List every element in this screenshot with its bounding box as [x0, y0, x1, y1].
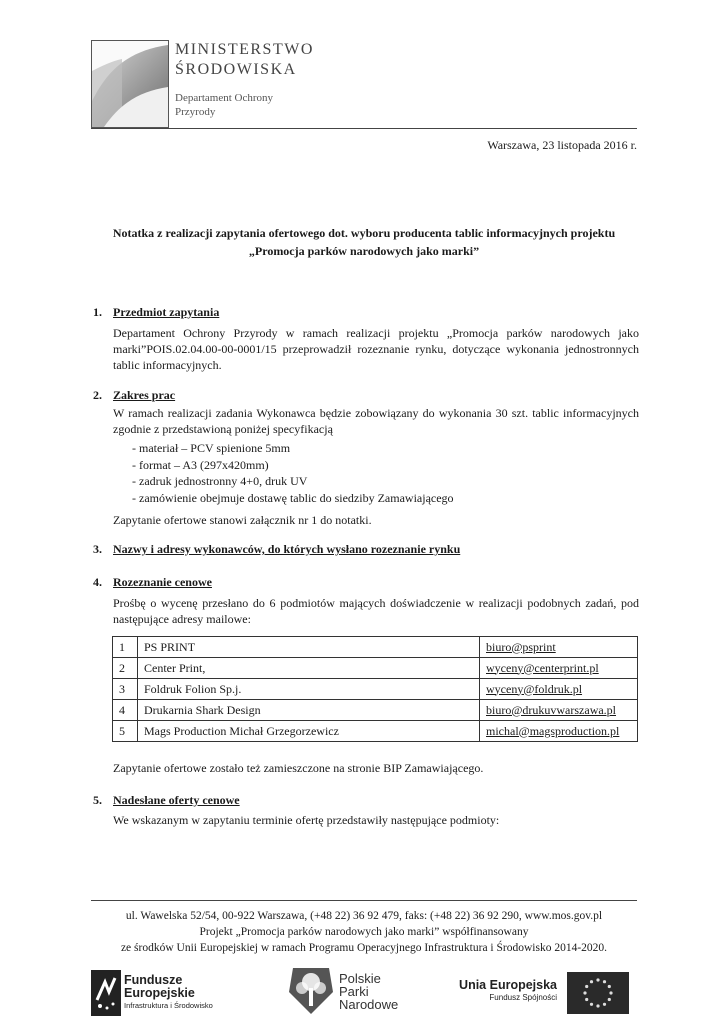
ministry-name-line2: ŚRODOWISKA [175, 61, 297, 78]
section-4-number: 4. [93, 575, 102, 589]
section-5-heading: Nadesłane oferty cenowe [113, 793, 240, 807]
row-number: 4 [113, 700, 138, 721]
section-1-text: Departament Ochrony Przyrody w ramach realizacji projektu „Promocja parków narodowych jako marki”POIS.02.04.00-00-0001/15 przeprowadził rozeznanie rynku, dotyczące wykonania jednostronnych tablic informacyjnych. [113, 326, 639, 372]
contractor-name: PS PRINT [138, 637, 480, 658]
section-4-heading: Rozeznanie cenowe [113, 575, 212, 589]
section-2-note: Zapytanie ofertowe stanowi załącznik nr 1 do notatki. [113, 513, 372, 527]
footer-line1: ul. Wawelska 52/54, 00-922 Warszawa, (+48 22) 36 92 479, faks: (+48 22) 36 92 290, www.mos.gov.pl [125, 910, 603, 922]
ue-title: Unia Europejska [459, 978, 557, 992]
contractor-email[interactable]: biuro@psprint [480, 637, 638, 658]
section-5-text: We wskazanym w zapytaniu terminie ofertę przedstawiły następujące podmioty: [113, 813, 500, 827]
ppn-line1: Polskie [339, 971, 381, 986]
contractor-name: Center Print, [138, 658, 480, 679]
footer-divider [91, 900, 637, 901]
table-row [113, 700, 638, 721]
contractor-name: Foldruk Folion Sp.j. [138, 679, 480, 700]
ppn-line2: Parki [339, 984, 369, 999]
section-2-heading: Zakres prac [113, 388, 176, 402]
table-row [113, 637, 638, 658]
section-4-note: Zapytanie ofertowe zostało też zamieszczone na stronie BIP Zamawiającego. [113, 761, 484, 775]
header-divider [91, 128, 637, 129]
section-1-heading: Przedmiot zapytania [113, 305, 220, 319]
table-row [113, 658, 638, 679]
contractor-email[interactable]: biuro@drukuvwarszawa.pl [480, 700, 638, 721]
unia-europejska-logo [449, 978, 557, 1004]
section-2-text: W ramach realizacji zadania Wykonawca będzie zobowiązany do wykonania 30 szt. tablic informacyjnych zgodnie z przedstawioną poniżej specyfikacją [113, 406, 639, 436]
section-5-number: 5. [93, 793, 102, 807]
polskie-parki-narodowe-logo [339, 972, 398, 1011]
section-1-number: 1. [93, 305, 102, 319]
list-item: - zadruk jednostronny 4+0, druk UV [132, 474, 308, 488]
list-item: - materiał – PCV spienione 5mm [132, 441, 291, 455]
contractor-name: Mags Production Michał Grzegorzewicz [138, 721, 480, 742]
contractors-table [112, 636, 638, 742]
specification-list [132, 440, 454, 506]
contractor-name: Drukarnia Shark Design [138, 700, 480, 721]
row-number: 1 [113, 637, 138, 658]
ministry-name-line1: MINISTERSTWO [175, 41, 314, 58]
footer-line2: Projekt „Promocja parków narodowych jako marki” współfinansowany [199, 926, 529, 938]
contractor-email[interactable]: michal@magsproduction.pl [480, 721, 638, 742]
ministry-logo [91, 40, 169, 128]
footer-address [91, 908, 637, 956]
document-title [91, 224, 637, 260]
fe-title-line2: Europejskie [124, 986, 195, 1000]
fundusze-europejskie-logo [124, 974, 213, 1011]
document-date: Warszawa, 23 listopada 2016 r. [487, 138, 637, 152]
section-3-heading: Nazwy i adresy wykonawców, do których wysłano rozeznanie rynku [113, 542, 461, 556]
fundusze-europejskie-icon [91, 970, 121, 1016]
department-line2: Przyrody [175, 106, 216, 118]
section-2-number: 2. [93, 388, 102, 402]
row-number: 5 [113, 721, 138, 742]
row-number: 2 [113, 658, 138, 679]
ue-subtitle: Fundusz Spójności [489, 993, 557, 1002]
contractor-email[interactable]: wyceny@centerprint.pl [480, 658, 638, 679]
contractor-email[interactable]: wyceny@foldruk.pl [480, 679, 638, 700]
eu-flag-icon [567, 972, 629, 1014]
ppn-line3: Narodowe [339, 997, 399, 1012]
footer-line3: ze środków Unii Europejskiej w ramach Programu Operacyjnego Infrastruktura i Środowisko 2014-2020. [120, 942, 608, 954]
department-line1: Departament Ochrony [175, 92, 274, 104]
section-3-number: 3. [93, 542, 102, 556]
row-number: 3 [113, 679, 138, 700]
list-item: - zamówienie obejmuje dostawę tablic do siedziby Zamawiającego [132, 490, 454, 505]
section-4-text: Prośbę o wycenę przesłano do 6 podmiotów mających doświadczenie w realizacji podobnych zadań, pod następujące adresy mailowe: [113, 596, 639, 626]
document-title-line1: Notatka z realizacji zapytania ofertowego dot. wyboru producenta tablic informacyjnych projektu [112, 226, 616, 240]
table-row [113, 679, 638, 700]
list-item: - format – A3 (297x420mm) [132, 457, 269, 472]
department-name [175, 91, 273, 119]
table-row [113, 721, 638, 742]
document-title-line2: „Promocja parków narodowych jako marki” [248, 244, 480, 258]
polskie-parki-tree-icon [287, 966, 335, 1016]
ministry-name [175, 40, 314, 80]
fe-title-line1: Fundusze [124, 973, 183, 987]
fe-subtitle: Infrastruktura i Środowisko [124, 1001, 213, 1010]
